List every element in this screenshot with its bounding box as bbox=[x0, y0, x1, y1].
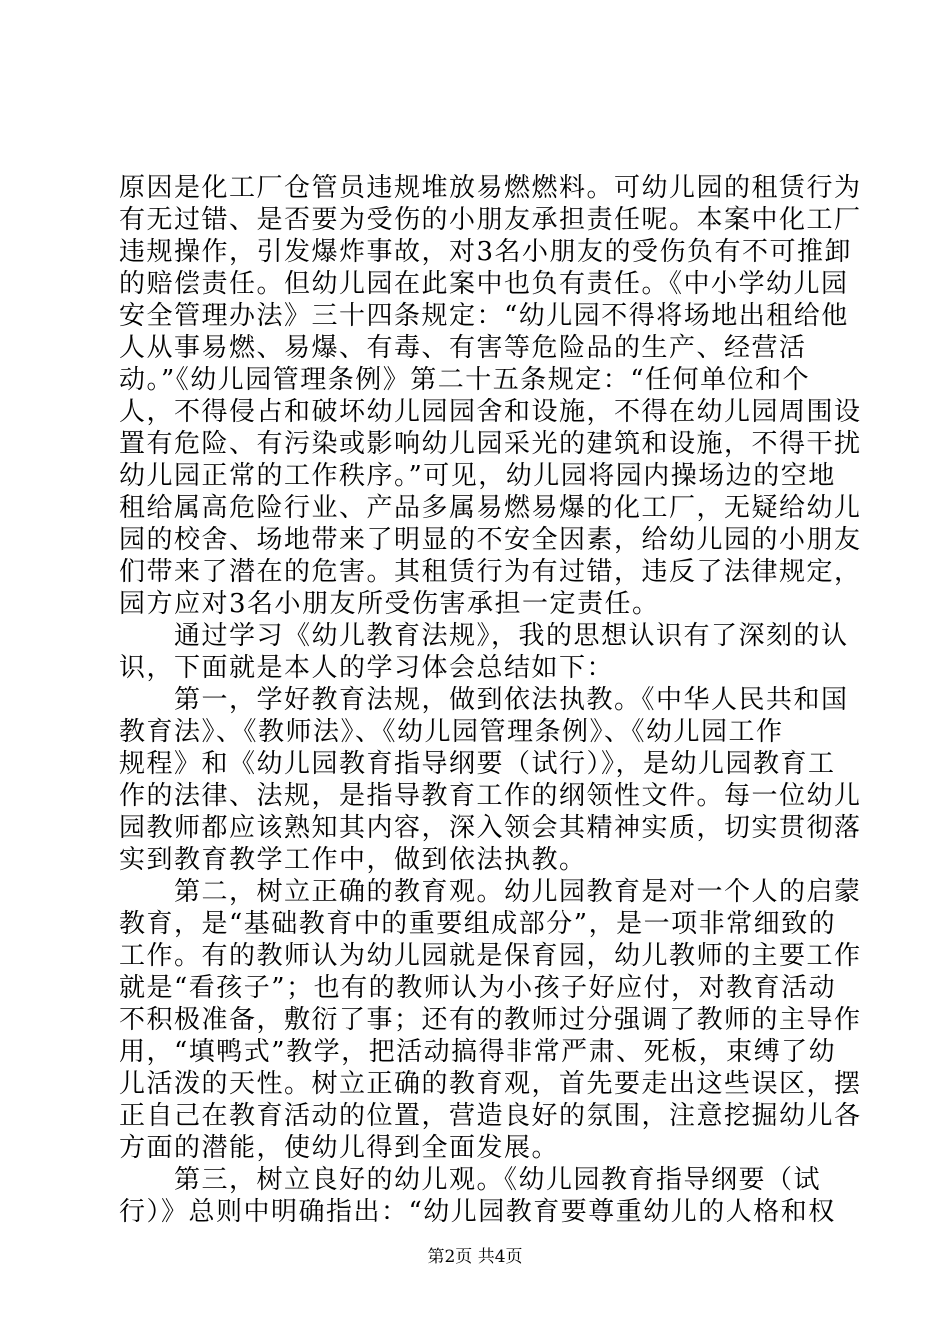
text-line: 们带来了潜在的危害。其租赁行为有过错，违反了法律规定， bbox=[119, 557, 862, 587]
text-line: 园的校舍、场地带来了明显的不安全因素，给幼儿园的小朋友 bbox=[119, 525, 862, 555]
text-line: 工作。有的教师认为幼儿园就是保育园，幼儿教师的主要工作 bbox=[119, 941, 862, 971]
text-line: 园方应对3名小朋友所受伤害承担一定责任。 bbox=[119, 589, 660, 619]
document-body bbox=[119, 172, 862, 1228]
text-line: 不积极准备，敷衍了事；还有的教师过分强调了教师的主导作 bbox=[119, 1005, 862, 1035]
text-line: 第三，树立良好的幼儿观。《幼儿园教育指导纲要（试 bbox=[119, 1165, 822, 1195]
text-line: 置有危险、有污染或影响幼儿园采光的建筑和设施，不得干扰 bbox=[119, 429, 862, 459]
text-line: 正自己在教育活动的位置，营造良好的氛围，注意挖掘幼儿各 bbox=[119, 1101, 862, 1131]
text-line: 有无过错、是否要为受伤的小朋友承担责任呢。本案中化工厂 bbox=[119, 205, 862, 235]
text-line: 教育，是“基础教育中的重要组成部分”，是一项非常细致的 bbox=[119, 909, 837, 939]
text-line: 作的法律、法规，是指导教育工作的纲领性文件。每一位幼儿 bbox=[119, 781, 862, 811]
text-line: 用，“填鸭式”教学，把活动搞得非常严肃、死板，束缚了幼 bbox=[119, 1037, 837, 1067]
text-line: 租给属高危险行业、产品多属易燃易爆的化工厂，无疑给幼儿 bbox=[119, 493, 862, 523]
text-line: 人从事易燃、易爆、有毒、有害等危险品的生产、经营活 bbox=[119, 333, 807, 363]
text-line: 实到教育教学工作中，做到依法执教。 bbox=[119, 845, 587, 875]
text-line: 第二，树立正确的教育观。幼儿园教育是对一个人的启蒙 bbox=[119, 877, 862, 907]
text-line: 教育法》、《教师法》、《幼儿园管理条例》、《幼儿园工作 bbox=[119, 717, 784, 747]
text-line: 的赔偿责任。但幼儿园在此案中也负有责任。《中小学幼儿园 bbox=[119, 269, 849, 299]
text-line: 就是“看孩子”；也有的教师认为小孩子好应付，对教育活动 bbox=[119, 973, 837, 1003]
text-line: 幼儿园正常的工作秩序。”可见，幼儿园将园内操场边的空地 bbox=[119, 461, 836, 491]
text-line: 违规操作，引发爆炸事故，对3名小朋友的受伤负有不可推卸 bbox=[119, 237, 853, 267]
text-line: 行）》总则中明确指出：“幼儿园教育要尊重幼儿的人格和权 bbox=[119, 1197, 836, 1227]
text-line: 识，下面就是本人的学习体会总结如下： bbox=[119, 653, 615, 683]
text-line: 原因是化工厂仓管员违规堆放易燃燃料。可幼儿园的租赁行为 bbox=[119, 173, 862, 203]
text-line: 安全管理办法》三十四条规定：“幼儿园不得将场地出租给他 bbox=[119, 301, 849, 331]
text-line: 人，不得侵占和破坏幼儿园园舍和设施，不得在幼儿园周围设 bbox=[119, 397, 862, 427]
text-line: 第一，学好教育法规，做到依法执教。《中华人民共和国 bbox=[119, 685, 849, 715]
text-line: 动。”《幼儿园管理条例》第二十五条规定：“任何单位和个 bbox=[119, 365, 811, 395]
page-number-footer: 第2页 共4页 bbox=[427, 1247, 523, 1267]
text-line: 儿活泼的天性。树立正确的教育观，首先要走出这些误区，摆 bbox=[119, 1069, 862, 1099]
text-line: 通过学习《幼儿教育法规》，我的思想认识有了深刻的认 bbox=[119, 621, 849, 651]
text-line: 方面的潜能，使幼儿得到全面发展。 bbox=[119, 1133, 560, 1163]
text-line: 规程》和《幼儿园教育指导纲要（试行）》，是幼儿园教育工 bbox=[119, 749, 836, 779]
text-line: 园教师都应该熟知其内容，深入领会其精神实质，切实贯彻落 bbox=[119, 813, 862, 843]
